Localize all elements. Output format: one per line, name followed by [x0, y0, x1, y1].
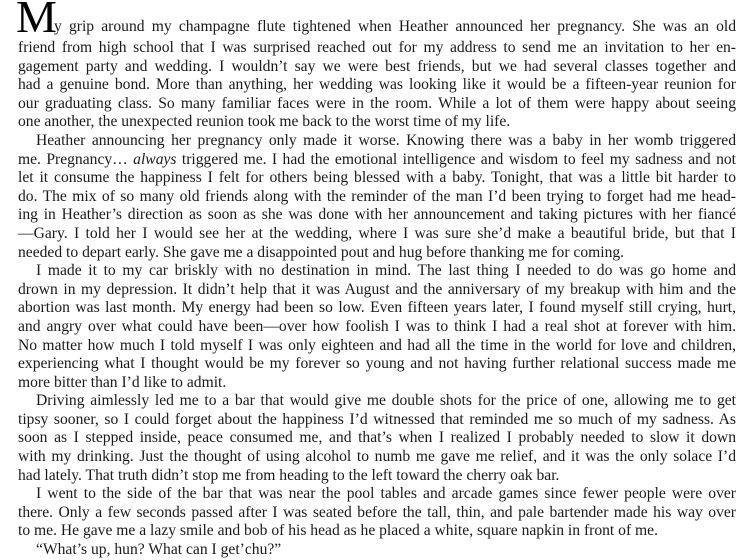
emphasis-text: always [133, 150, 177, 168]
opening-line [18, 0, 736, 40]
text-line: more bitter than I’d like to admit. [18, 373, 227, 391]
text-line: there. Only a few seconds passed after I was seated before the tall, thin, and pale bartender made his way over [18, 503, 736, 521]
text-line: our graduating class. So many familiar faces were in the room. While a lot of them were happy about seeing [18, 94, 736, 112]
text-line: with my drinking. Just the thought of using alcohol to numb me gave me relief, and it was the only solace I’d [18, 448, 736, 466]
text-line: ing in Heather’s direction as soon as she was done with her announcement and taking pictures with her fiancé [18, 206, 736, 224]
text-line: tipsy sooner, so I could forget about the happiness I’d witnessed that reminded me so much of my sadness. As [18, 410, 736, 428]
text-span: triggered me. I had the emotional intelligence and wisdom to feel my sadness and not [176, 150, 736, 168]
text-line: had lately. That truth didn’t stop me from heading to the left toward the cherry oak bar. [18, 466, 560, 484]
document-page [16, 0, 736, 559]
body-text [18, 39, 736, 560]
text-span: me. Pregnancy… [18, 150, 134, 168]
text-line: “What’s up, hun? What can I get’chu?” [36, 541, 282, 559]
text-line: drown in my depression. It didn’t help that it was August and the anniversary of my breakup with him and the [18, 280, 736, 298]
text-line: I went to the side of the bar that was near the pool tables and arcade games since fewer people were over [36, 485, 736, 503]
text-line: needed to depart early. She gave me a disappointed pout and hug before thanking me for coming. [18, 243, 625, 261]
text-line: soon as I stepped inside, peace consumed me, and that’s when I realized I probably needed to slow it down [18, 429, 736, 447]
opening-line-text: y grip around my champagne flute tightened when Heather announced her pregnancy. She was an old [54, 18, 736, 35]
text-line: No matter how much I told myself I was only eighteen and had all the time in the world for love and children, [18, 336, 736, 354]
text-line: —Gary. I told her I would see her at the wedding, where I was sure she’d make a beautiful bride, but that I [18, 224, 736, 242]
text-line: and angry over what could have been—over how foolish I was to think I had a real shot at forever with him. [18, 317, 736, 335]
drop-cap: M [16, 0, 57, 42]
text-line: had a genuine bond. More than anything, her wedding was looking like it would be a fifteen-year reunion for [18, 76, 736, 94]
text-line: gagement party and wedding. I wouldn’t say we were best friends, but we had several classes together and [18, 57, 736, 75]
text-line [18, 151, 736, 170]
text-line: Heather announcing her pregnancy only made it worse. Knowing there was a baby in her womb triggered [36, 131, 736, 149]
text-line: do. The mix of so many old friends along with the reminder of the man I’d been trying to forget had me head- [18, 187, 736, 205]
text-line: friend from high school that I was surprised reached out for my address to send me an invitation to her en- [18, 39, 736, 56]
text-line: one another, the unexpected reunion took me back to the worst time of my life. [18, 113, 511, 131]
text-line: abortion was last month. My energy had been so low. Even fifteen years later, I found myself still crying, hurt, [18, 299, 736, 317]
text-line: I made it to my car briskly with no destination in mind. The last thing I needed to do was go home and [36, 262, 736, 280]
text-line: Driving aimlessly led me to a bar that would give me double shots for the price of one, allowing me to get [36, 392, 736, 410]
text-line: to me. He gave me a lazy smile and bob of his head as he placed a white, square napkin in front of me. [18, 522, 658, 540]
text-line: let it consume the happiness I felt for others being blessed with a baby. Tonight, that was a little bit harder to [18, 169, 736, 187]
text-line: experiencing what I thought would be my forever so young and not having further relational success made me [18, 355, 736, 373]
